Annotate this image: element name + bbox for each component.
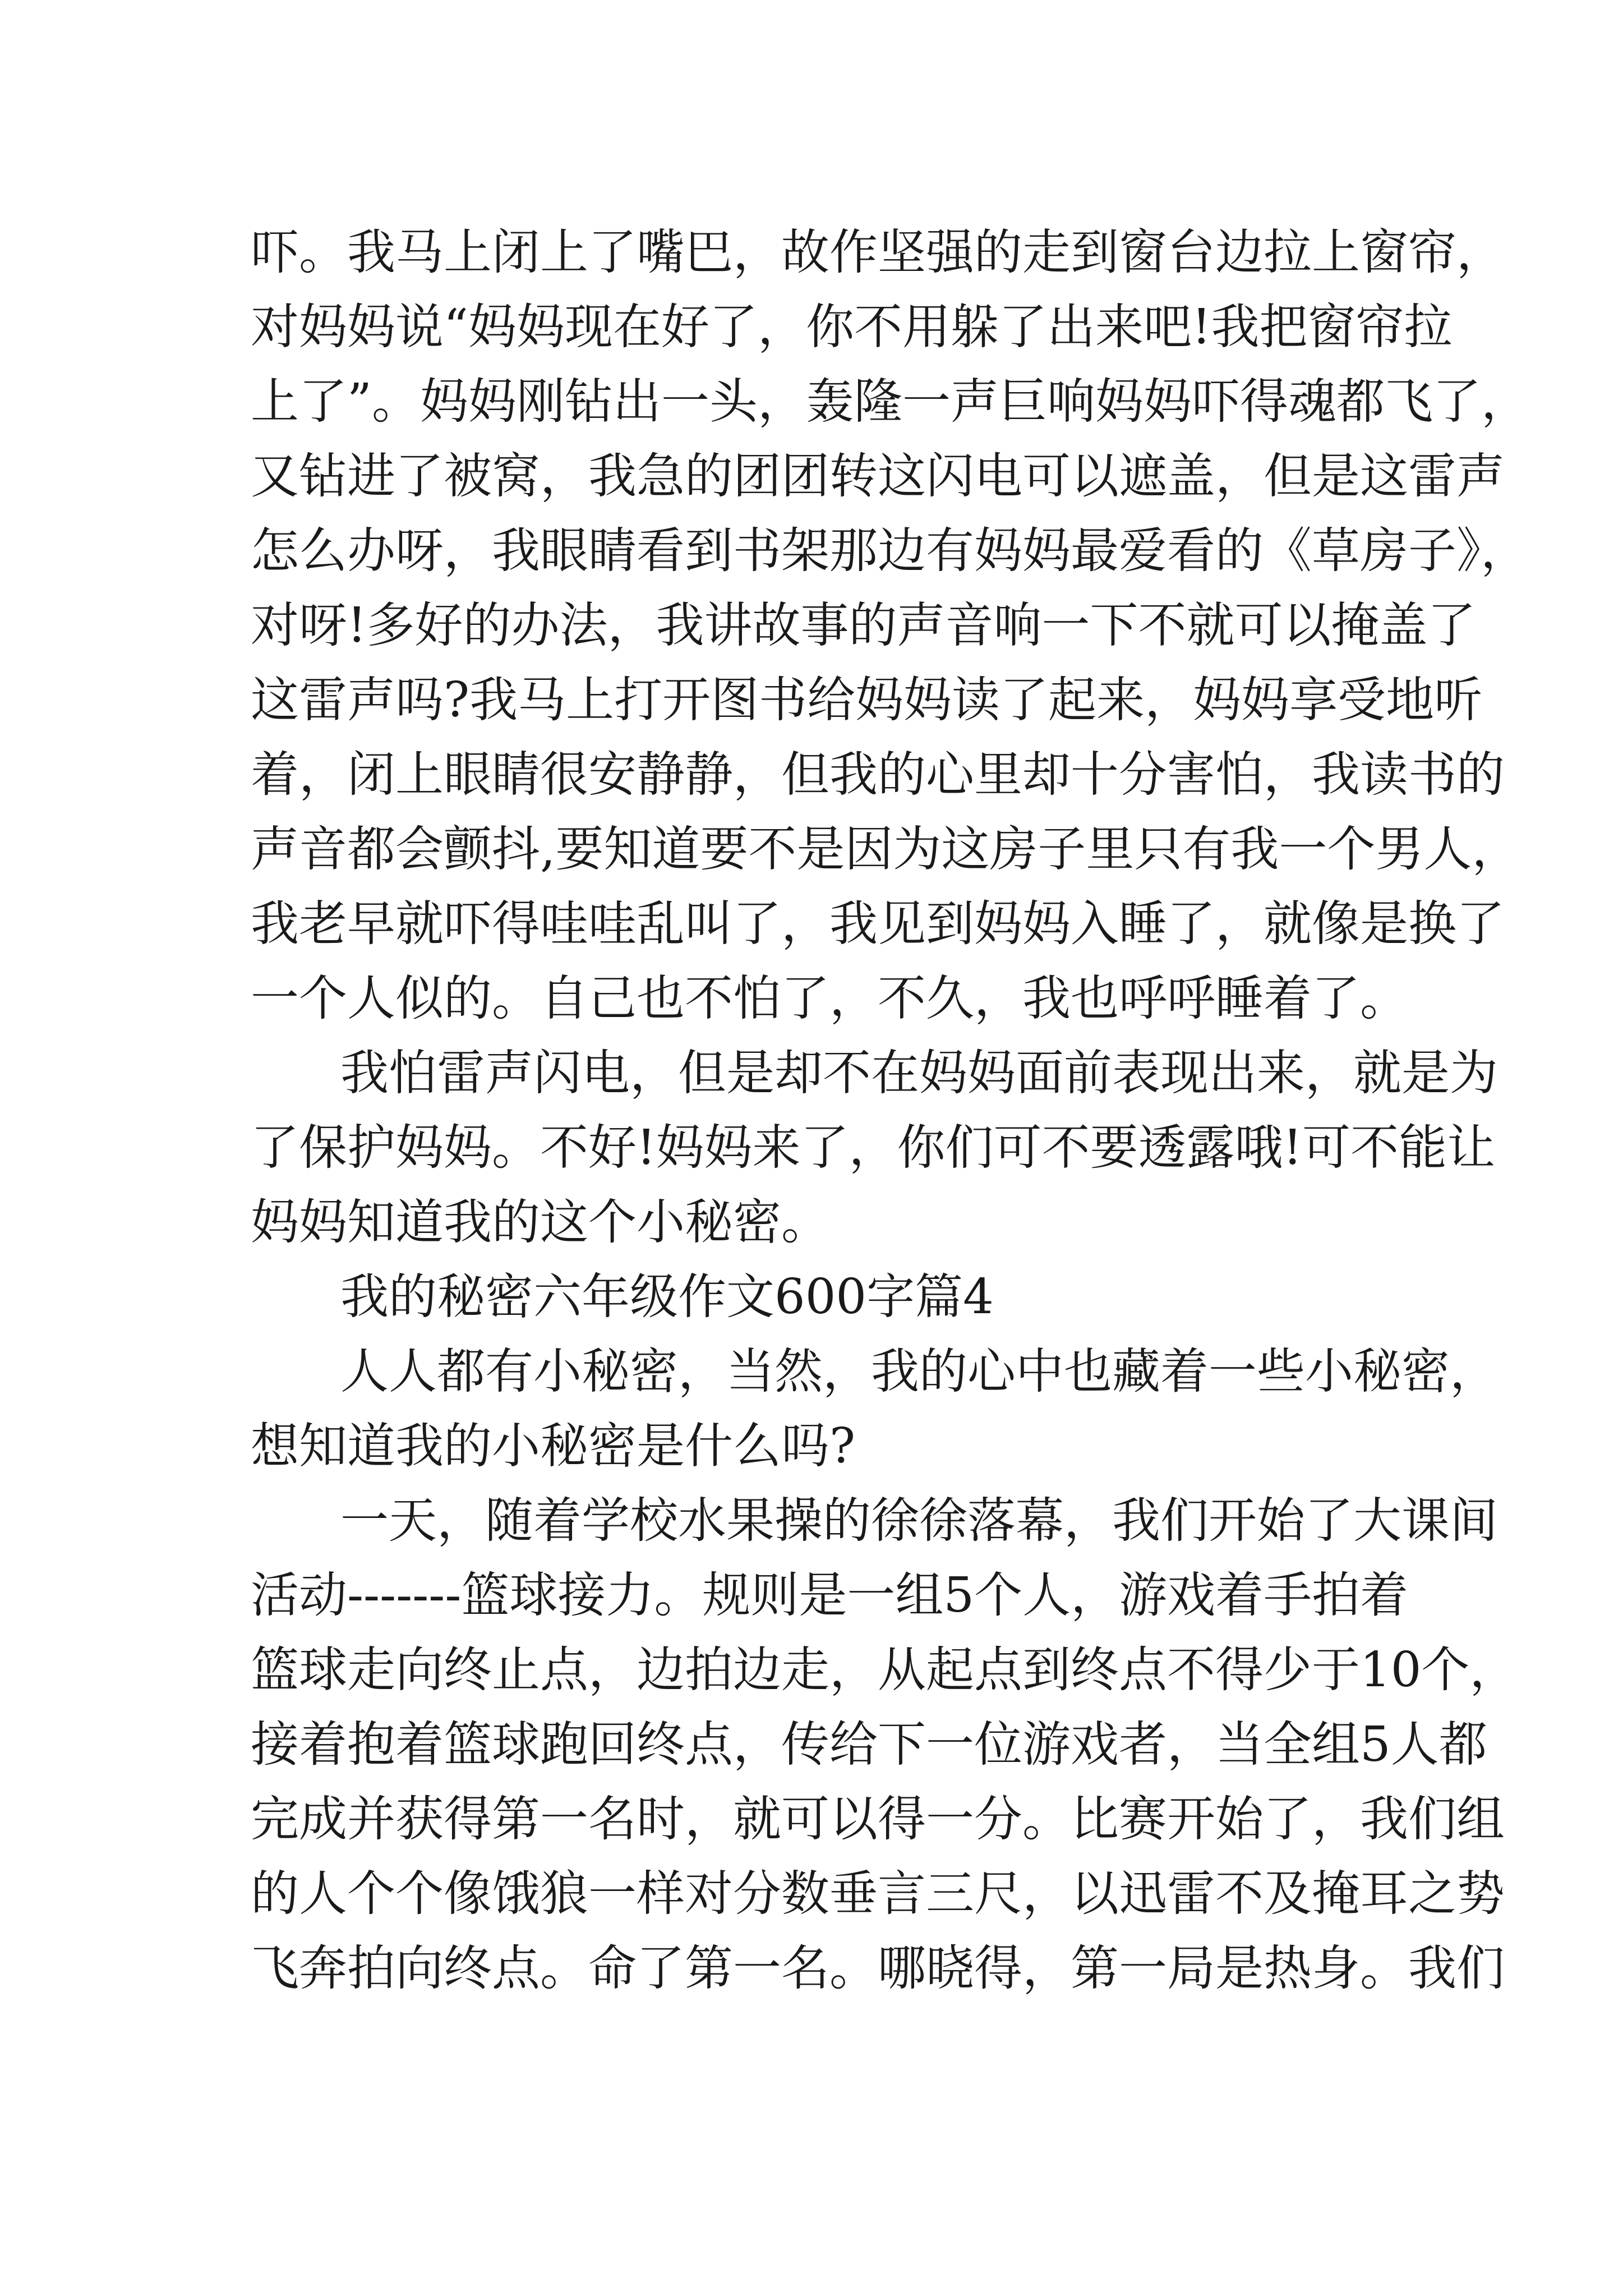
paragraph-first-line: 一天，随着学校水果操的徐徐落幕，我们开始了大课间 (340, 1493, 1498, 1549)
text-line: 接着抱着篮球跑回终点，传给下一位游戏者，当全组5人都 (251, 1717, 1487, 1773)
text-line: 上了”。妈妈刚钻出一头，轰隆一声巨响妈妈吓得魂都飞了， (251, 374, 1529, 430)
paragraph-first-line: 人人都有小秘密，当然，我的心中也藏着一些小秘密， (340, 1343, 1498, 1400)
text-line: 完成并获得第一名时，就可以得一分。比赛开始了，我们组 (251, 1791, 1505, 1847)
text-line: 这雷声吗?我马上打开图书给妈妈读了起来，妈妈享受地听 (251, 672, 1483, 728)
text-line: 对呀!多好的办法，我讲故事的声音响一下不就可以掩盖了 (251, 597, 1476, 654)
text-line: 篮球走向终止点，边拍边走，从起点到终点不得少于10个， (251, 1642, 1518, 1698)
text-line: 飞奔拍向终点。命了第一名。哪晓得，第一局是热身。我们 (251, 1940, 1505, 1996)
text-line: 活动-------篮球接力。规则是一组5个人，游戏着手拍着 (251, 1567, 1409, 1623)
text-line: 一个人似的。自己也不怕了，不久，我也呼呼睡着了。 (251, 970, 1408, 1027)
text-line: 怎么办呀，我眼睛看到书架那边有妈妈最爱看的《草房子》， (251, 523, 1529, 579)
text-line: 了保护妈妈。不好!妈妈来了，你们可不要透露哦!可不能让 (251, 1120, 1496, 1176)
text-line: 着，闭上眼睛很安静静，但我的心里却十分害怕，我读书的 (251, 747, 1505, 803)
section-heading: 我的秘密六年级作文600字篇4 (340, 1269, 994, 1325)
text-line: 妈妈知道我的这个小秘密。 (251, 1194, 829, 1250)
text-line: 声音都会颤抖,要知道要不是因为这房子里只有我一个男人， (251, 821, 1520, 877)
text-line: 想知道我的小秘密是什么吗? (251, 1418, 856, 1474)
text-line: 对妈妈说“妈妈现在好了，你不用躲了出来吧!我把窗帘拉 (251, 299, 1453, 355)
paragraph-first-line: 我怕雷声闪电，但是却不在妈妈面前表现出来，就是为 (340, 1045, 1498, 1101)
text-line: 的人个个像饿狼一样对分数垂言三尺，以迅雷不及掩耳之势 (251, 1866, 1505, 1922)
text-line: 我老早就吓得哇哇乱叫了，我见到妈妈入睡了，就像是换了 (251, 896, 1505, 952)
text-line: 吓。我马上闭上了嘴巴，故作坚强的走到窗台边拉上窗帘， (251, 224, 1505, 280)
text-line: 又钻进了被窝，我急的团团转这闪电可以遮盖，但是这雷声 (251, 448, 1505, 504)
